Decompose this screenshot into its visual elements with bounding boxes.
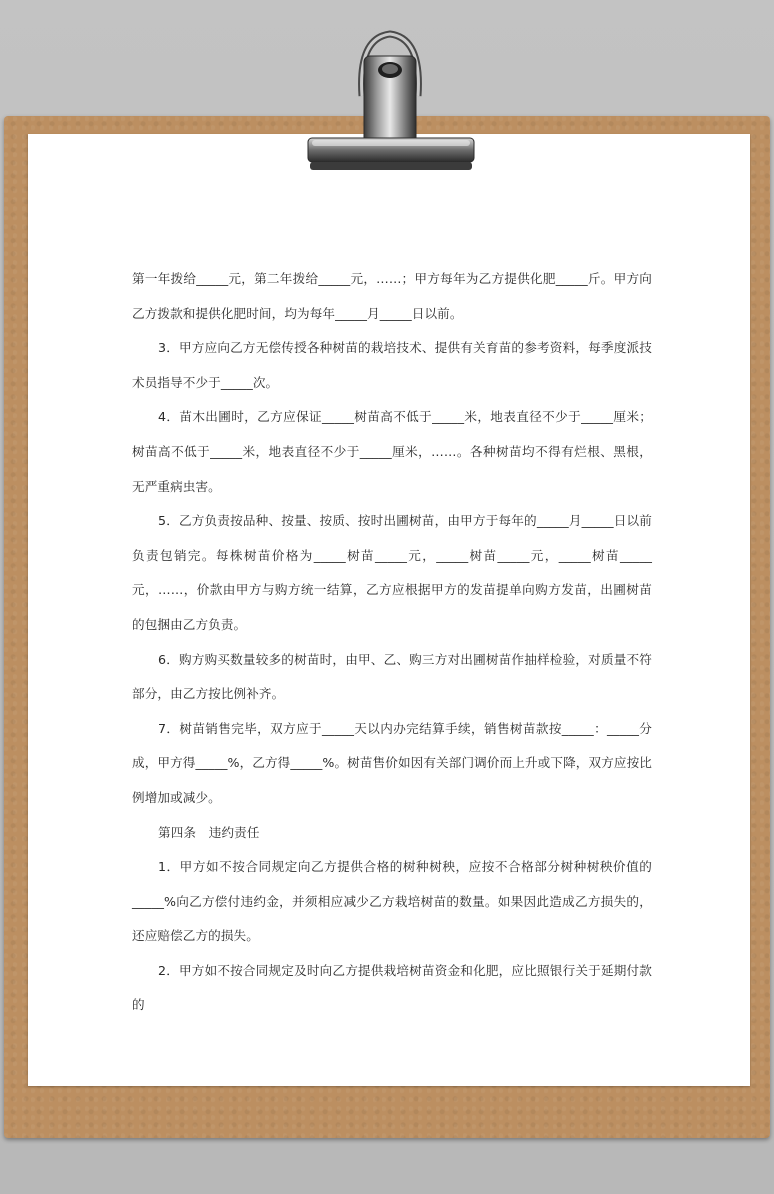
- document-body: [132, 262, 652, 1023]
- paragraph-8: 2．甲方如不按合同规定及时向乙方提供栽培树苗资金和化肥，应比照银行关于延期付款的: [132, 962, 652, 1013]
- binder-clip-icon: [300, 28, 476, 176]
- paragraph-4: 5．乙方负责按品种、按量、按质、按时出圃树苗，由甲方于每年的_____月_____日以前负责包销完。每株树苗价格为_____树苗_____元，_____树苗_____元，_____树苗_____元，……，价款由甲方与购方统一结算，乙方应根据甲方的发苗提单向购方发苗，出圃树苗的包捆由乙方负责。: [132, 513, 652, 632]
- paragraph-3: 4．苗木出圃时，乙方应保证_____树苗高不低于_____米，地表直径不少于_____厘米；树苗高不低于_____米，地表直径不少于_____厘米，……。各种树苗均不得有烂根、黑根，无严重病虫害。: [132, 409, 652, 494]
- paragraph-1: 第一年拨给_____元，第二年拨给_____元，……；甲方每年为乙方提供化肥_____斤。甲方向乙方拨款和提供化肥时间，均为每年_____月_____日以前。: [132, 271, 652, 321]
- paragraph-7: 1．甲方如不按合同规定向乙方提供合格的树种树秧，应按不合格部分树种树秧价值的_____%向乙方偿付违约金，并须相应减少乙方栽培树苗的数量。如果因此造成乙方损失的，还应赔偿乙方的损失。: [132, 859, 652, 944]
- paragraph-2: 3．甲方应向乙方无偿传授各种树苗的栽培技术、提供有关育苗的参考资料，每季度派技术员指导不少于_____次。: [132, 340, 652, 390]
- paragraph-5: 6．购方购买数量较多的树苗时，由甲、乙、购三方对出圃树苗作抽样检验，对质量不符部分，由乙方按比例补齐。: [132, 651, 652, 702]
- section-heading: 第四条 违约责任: [158, 824, 260, 840]
- paragraph-6: 7．树苗销售完毕，双方应于_____天以内办完结算手续，销售树苗款按_____：_____分成，甲方得_____%，乙方得_____%。树苗售价如因有关部门调价而上升或下降，双方应按比例增加或减少。: [132, 720, 652, 805]
